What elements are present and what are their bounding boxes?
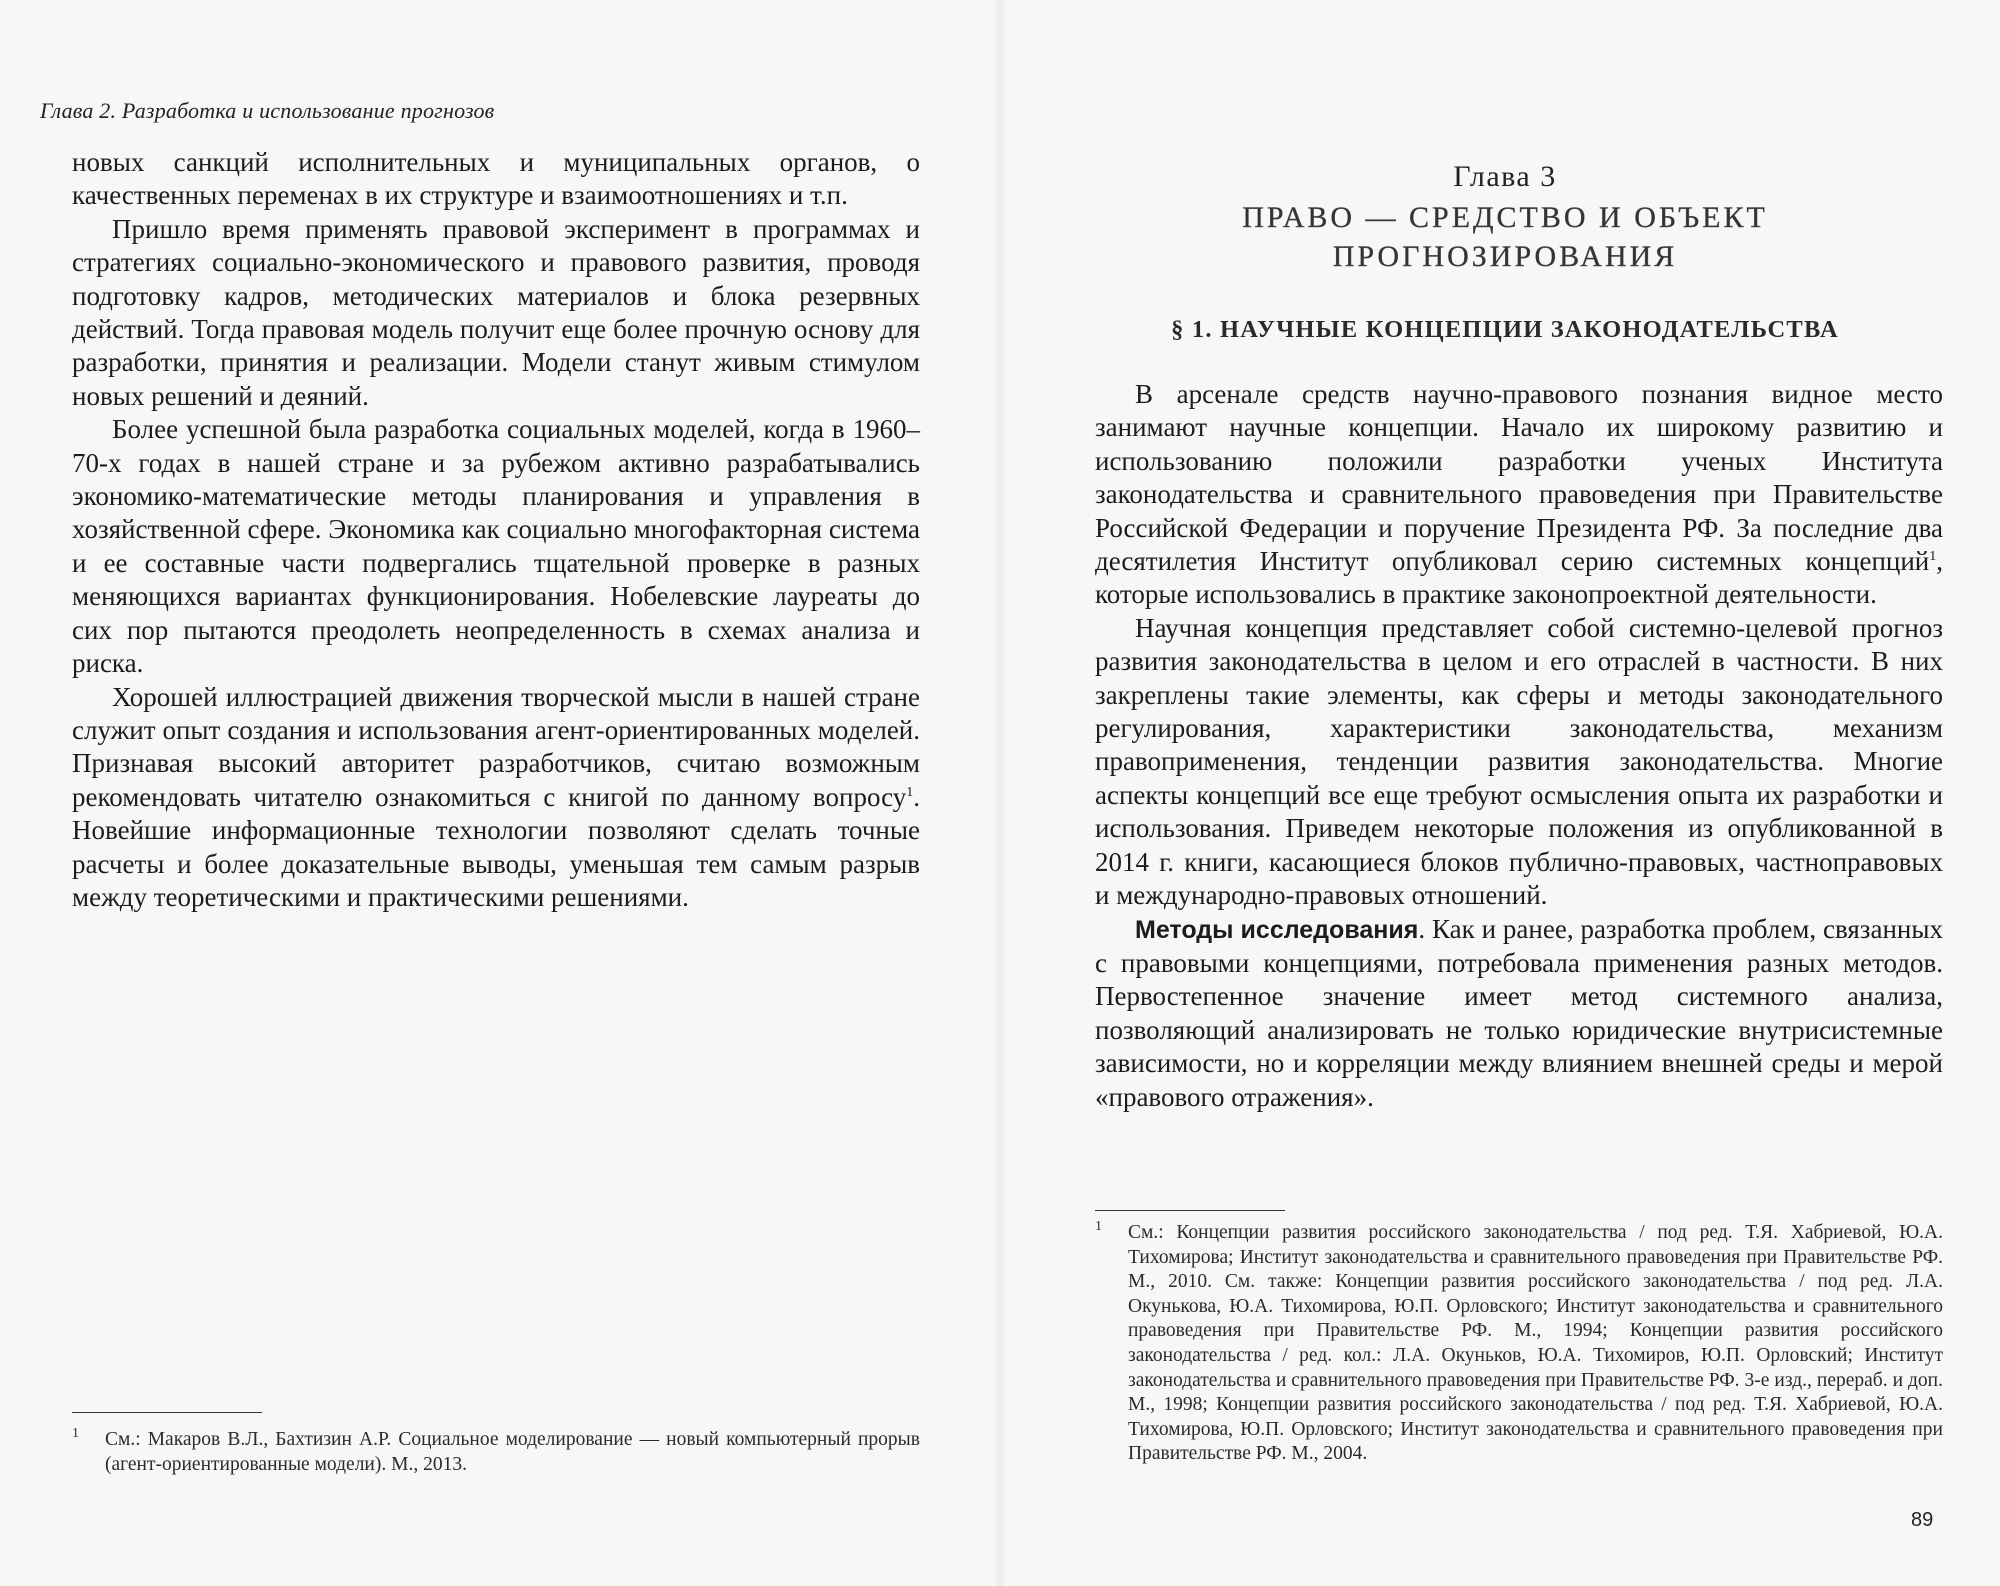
- right-body-text: [1095, 378, 1943, 1114]
- left-paragraph-4-head: Хорошей иллюстрацией движения творческой мысли в нашей стране служит опыт создания и использования агент-ориентированных моделей. Признавая высокий авторитет разработчиков, считаю возможным рекомендовать читателю ознакомиться с книгой по данному вопросу: [72, 681, 920, 812]
- left-paragraph-3: Более успешной была разработка социальных моделей, когда в 1960–70-х годах в нашей стране и за рубежом активно разрабатывались экономико-математические методы планирования и управления в хозяйственной сфере. Экономика как социально многофакторная система и ее составные части подвергались тщательной проверке в разных меняющихся вариантах функционирования. Нобелевские лауреаты до сих пор пытаются преодолеть неопределенность в схемах анализа и риска.: [72, 414, 920, 679]
- right-paragraph-2: Научная концепция представляет собой системно-целевой прогноз развития законодательства в целом и его отраслей в частности. В них закреплены такие элементы, как сферы и методы законодательного регулирования, характеристики законодательства, механизм правоприменения, тенденции развития законодательства. Многие аспекты концепций все еще требуют осмысления опыта их разработки и использования. Приведем некоторые положения из опубликованной в 2014 г. книги, касающиеся блоков публично-правовых, частноправовых и международно-правовых отношений.: [1095, 612, 1943, 911]
- running-header: Глава 2. Разработка и использование прогнозов: [40, 98, 495, 123]
- footnote-reference-marker[interactable]: 1: [906, 784, 914, 800]
- right-paragraph-3: [1095, 913, 1943, 1114]
- left-footnote: [72, 1426, 920, 1477]
- section-title: § 1. НАУЧНЫЕ КОНЦЕПЦИИ ЗАКОНОДАТЕЛЬСТВА: [1171, 316, 1839, 343]
- right-paragraph-1-tail: , которые использовались в практике законопроектной деятельности.: [1095, 546, 1943, 610]
- left-footnote-text: См.: Макаров В.Л., Бахтизин А.Р. Социальное моделирование — новый компьютерный прорыв (агент-ориентированные модели). М., 2013.: [105, 1429, 920, 1475]
- chapter-title: [1000, 198, 1900, 276]
- right-footnote-text: См.: Концепции развития российского законодательства / под ред. Т.Я. Хабриевой, Ю.А. Тихомирова; Институт законодательства и сравнительного правоведения при Правительстве РФ. М., 2010. См. также: Концепции развития российского законодательства / под ред. Л.А. Окунькова, Ю.А. Тихомирова, Ю.П. Орловского; Институт законодательства и сравнительного правоведения при Правительстве РФ. М., 1994; Концепции развития российского законодательства / ред. кол.: Л.А. Окуньков, Ю.А. Тихомиров, Ю.П. Орловский; Институт законодательства и сравнительного правоведения при Правительстве РФ. 3-е изд., перераб. и доп. М., 1998; Концепции развития российского законодательства / под ред. Т.Я. Хабриевой, Ю.А. Тихомирова, Ю.П. Орловского; Институт законодательства и сравнительного правоведения при Правительстве РФ. М., 2004.: [1128, 1222, 1943, 1465]
- left-body-text: [72, 146, 920, 914]
- left-paragraph-4: [72, 681, 920, 915]
- footnote-divider: [72, 1412, 262, 1413]
- right-footnote: [1095, 1219, 1943, 1467]
- chapter-label: Глава 3: [1453, 160, 1557, 193]
- right-paragraph-1: [1095, 378, 1943, 612]
- paragraph-lead-heading: Методы исследования: [1135, 915, 1419, 944]
- left-paragraph-4-tail: . Новейшие информационные технологии позволяют сделать точные расчеты и более доказательные выводы, уменьшая тем самым разрыв между теоретическими и практическими решениями.: [72, 781, 920, 912]
- footnote-number: 1: [72, 1426, 79, 1441]
- footnote-divider: [1095, 1210, 1285, 1211]
- right-paragraph-1-head: В арсенале средств научно-правового познания видное место занимают научные концепции. Начало их широкому развитию и использованию положили разработки ученых Института законодательства и сравнительного правоведения при Правительстве Российской Федерации и поручение Президента РФ. За последние два десятилетия Институт опубликовал серию системных концепций: [1095, 379, 1943, 577]
- chapter-title-line-1: ПРАВО — СРЕДСТВО И ОБЪЕКТ: [1242, 201, 1768, 234]
- right-paragraph-3-tail: . Как и ранее, разработка проблем, связанных с правовыми концепциями, потребовала применения разных методов. Первостепенное значение имеет метод системного анализа, позволяющий анализировать не только юридические внутрисистемные зависимости, но и корреляции между влиянием внешней среды и мерой «правового отражения».: [1095, 913, 1943, 1112]
- page-number: 89: [1911, 1509, 1934, 1531]
- footnote-number: 1: [1095, 1219, 1102, 1234]
- left-paragraph-2: Пришло время применять правовой эксперимент в программах и стратегиях социально-экономического и правового развития, проводя подготовку кадров, методических материалов и блока резервных действий. Тогда правовая модель получит еще более прочную основу для разработки, принятия и реализации. Модели станут живым стимулом новых решений и деяний.: [72, 213, 920, 411]
- chapter-title-line-2: ПРОГНОЗИРОВАНИЯ: [1332, 240, 1678, 273]
- right-page: [1000, 0, 2000, 1586]
- left-paragraph-1: новых санкций исполнительных и муниципальных органов, о качественных переменах в их структуре и взаимоотношениях и т.п.: [72, 147, 920, 211]
- footnote-reference-marker[interactable]: 1: [1929, 549, 1937, 565]
